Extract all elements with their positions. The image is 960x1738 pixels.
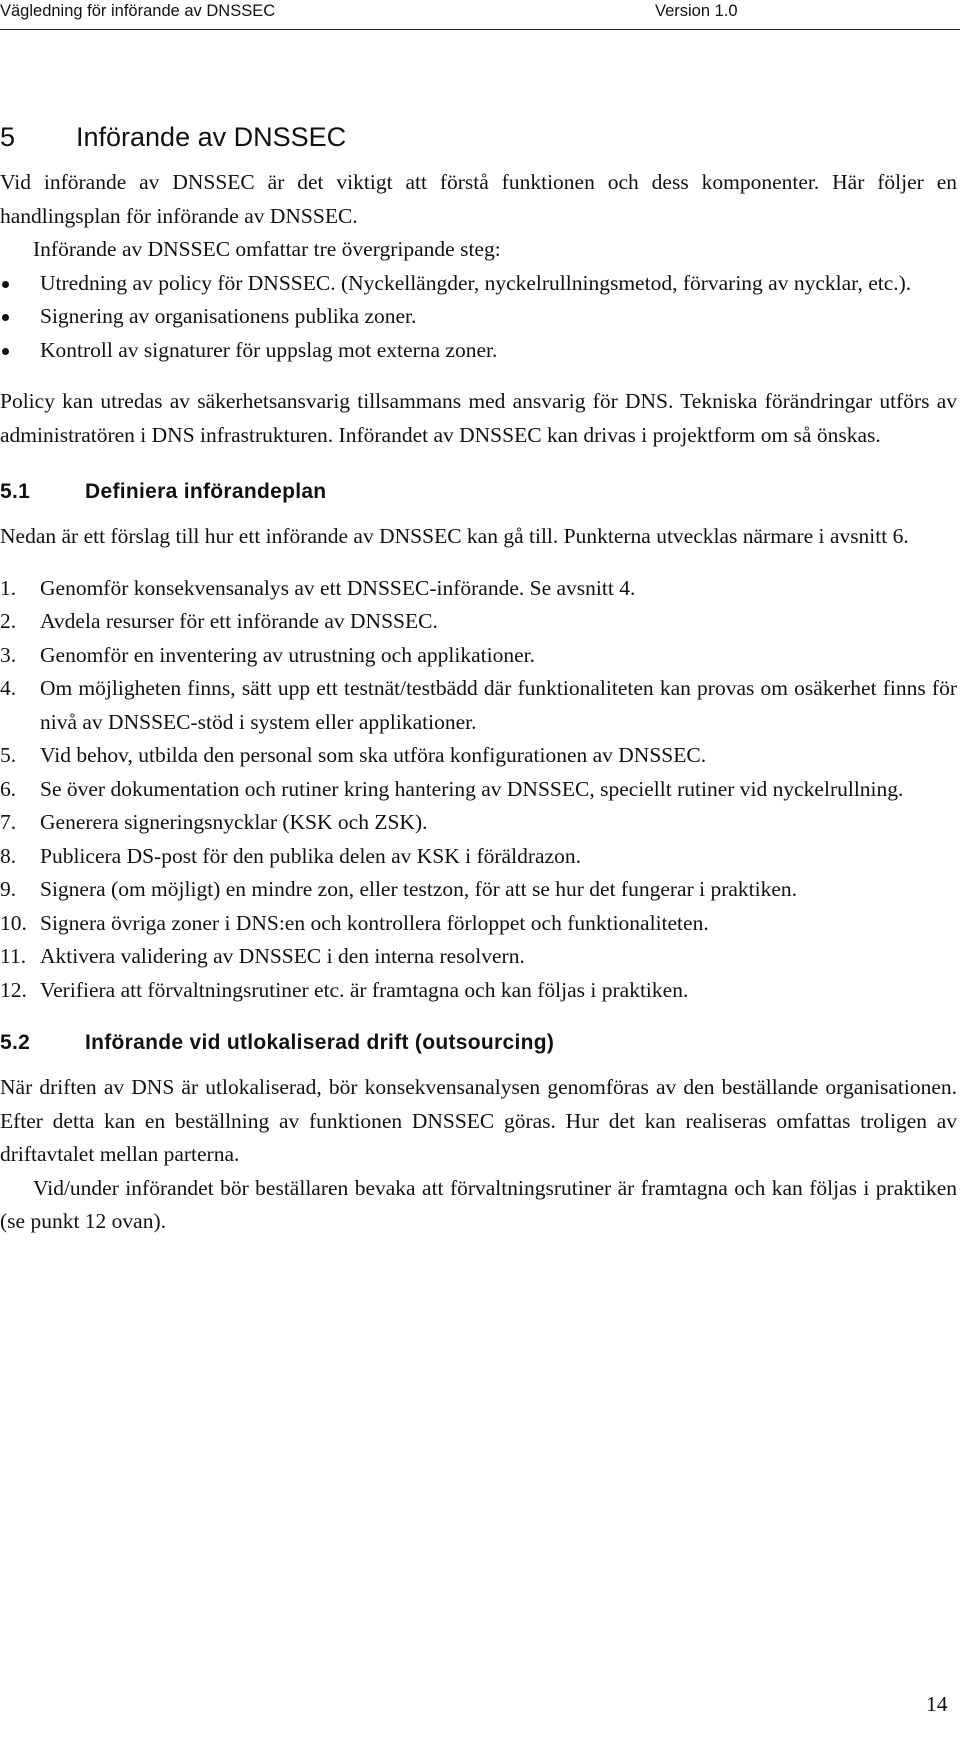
list-number: 7. xyxy=(0,810,17,834)
section-heading-5 xyxy=(0,120,957,154)
list-item xyxy=(0,773,957,807)
bullet-text: Kontroll av signaturer för uppslag mot externa zoner. xyxy=(40,337,498,362)
list-number: 10. xyxy=(0,910,27,935)
list-number: 6. xyxy=(0,776,17,801)
bullet-item xyxy=(0,334,957,368)
list-item xyxy=(0,639,957,673)
bullet-icon xyxy=(2,281,9,288)
running-header-version: Version 1.0 xyxy=(655,2,738,20)
section-number: 5.1 xyxy=(0,480,31,503)
section-number: 5 xyxy=(0,122,16,152)
list-text: Generera signeringsnycklar (KSK och ZSK). xyxy=(40,810,428,834)
bullet-text: Signering av organisationens publika zoner. xyxy=(40,304,417,328)
section-title: Definiera införandeplan xyxy=(85,480,327,503)
list-item xyxy=(0,940,957,974)
list-item xyxy=(0,572,957,606)
list-text: Verifiera att förvaltningsrutiner etc. är framtagna och kan följas i praktiken. xyxy=(40,977,689,1002)
outsourcing-paragraph: När driften av DNS är utlokaliserad, bör konsekvensanalysen genomföras av den beställande organisationen. Efter detta kan en beställning av funktionen DNSSEC göras. Hur det kan realiseras omfattas troligen av driftavtalet mellan parterna. xyxy=(0,1075,957,1166)
list-text: Om möjligheten finns, sätt upp ett testnät/testbädd där funktionaliteten kan provas om osäkerhet finns för nivå av DNSSEC-stöd i system eller applikationer. xyxy=(40,676,957,734)
list-item xyxy=(0,907,957,941)
list-number: 11. xyxy=(0,944,27,968)
list-number: 1. xyxy=(0,575,17,600)
list-number: 8. xyxy=(0,843,17,868)
section-5-1-intro: Nedan är ett förslag till hur ett införande av DNSSEC kan gå till. Punkterna utvecklas närmare i avsnitt 6. xyxy=(0,524,909,548)
section-number: 5.2 xyxy=(0,1031,31,1054)
list-number: 3. xyxy=(0,642,17,667)
list-text: Vid behov, utbilda den personal som ska utföra konfigurationen av DNSSEC. xyxy=(40,743,707,767)
list-item xyxy=(0,974,957,1008)
steps-intro: Införande av DNSSEC omfattar tre övergripande steg: xyxy=(33,237,501,261)
list-text: Signera (om möjligt) en mindre zon, eller testzon, för att se hur det fungerar i praktiken. xyxy=(40,877,798,901)
list-item xyxy=(0,672,957,739)
list-text: Signera övriga zoner i DNS:en och kontrollera förloppet och funktionaliteten. xyxy=(40,910,709,935)
section-title: Införande av DNSSEC xyxy=(76,122,347,152)
outsourcing-paragraph-2: Vid/under införandet bör beställaren bevaka att förvaltningsrutiner är framtagna och kan följas i praktiken (se punkt 12 ovan). xyxy=(0,1175,957,1233)
steps-bullet-list xyxy=(0,267,957,368)
list-number: 5. xyxy=(0,743,17,767)
list-item xyxy=(0,840,957,874)
section-heading-5-1 xyxy=(0,476,957,508)
list-item xyxy=(0,806,957,840)
list-text: Genomför en inventering av utrustning och applikationer. xyxy=(40,642,535,667)
implementation-plan-list xyxy=(0,572,957,1008)
bullet-icon xyxy=(2,314,9,321)
list-number: 9. xyxy=(0,877,17,901)
list-text: Aktivera validering av DNSSEC i den interna resolvern. xyxy=(40,944,525,968)
page-number: 14 xyxy=(926,1692,948,1716)
header-divider xyxy=(0,29,960,30)
list-item xyxy=(0,873,957,907)
section-title: Införande vid utlokaliserad drift (outsourcing) xyxy=(85,1031,555,1054)
list-text: Genomför konsekvensanalys av ett DNSSEC-införande. Se avsnitt 4. xyxy=(40,575,636,600)
list-number: 12. xyxy=(0,977,27,1002)
list-text: Publicera DS-post för den publika delen av KSK i föräldrazon. xyxy=(40,843,581,868)
list-item xyxy=(0,605,957,639)
bullet-icon xyxy=(2,348,9,355)
page-body xyxy=(0,120,957,1239)
list-text: Avdela resurser för ett införande av DNSSEC. xyxy=(40,609,438,633)
list-number: 2. xyxy=(0,609,17,633)
list-text: Se över dokumentation och rutiner kring hantering av DNSSEC, speciellt rutiner vid nyckelrullning. xyxy=(40,776,904,801)
section-heading-5-2 xyxy=(0,1027,957,1059)
section-5-intro: Vid införande av DNSSEC är det viktigt att förstå funktionen och dess komponenter. Här följer en handlingsplan för införande av DNSSEC. xyxy=(0,170,957,228)
list-item xyxy=(0,739,957,773)
bullet-text: Utredning av policy för DNSSEC. (Nyckellängder, nyckelrullningsmetod, förvaring av nycklar, etc.). xyxy=(40,270,912,295)
bullet-item xyxy=(0,267,957,301)
list-number: 4. xyxy=(0,676,17,700)
policy-paragraph: Policy kan utredas av säkerhetsansvarig tillsammans med ansvarig för DNS. Tekniska förändringar utförs av administratören i DNS infrastrukturen. Införandet av DNSSEC kan drivas i projektform om så önskas. xyxy=(0,389,957,447)
running-header-title: Vägledning för införande av DNSSEC xyxy=(0,2,276,20)
bullet-item xyxy=(0,300,957,334)
